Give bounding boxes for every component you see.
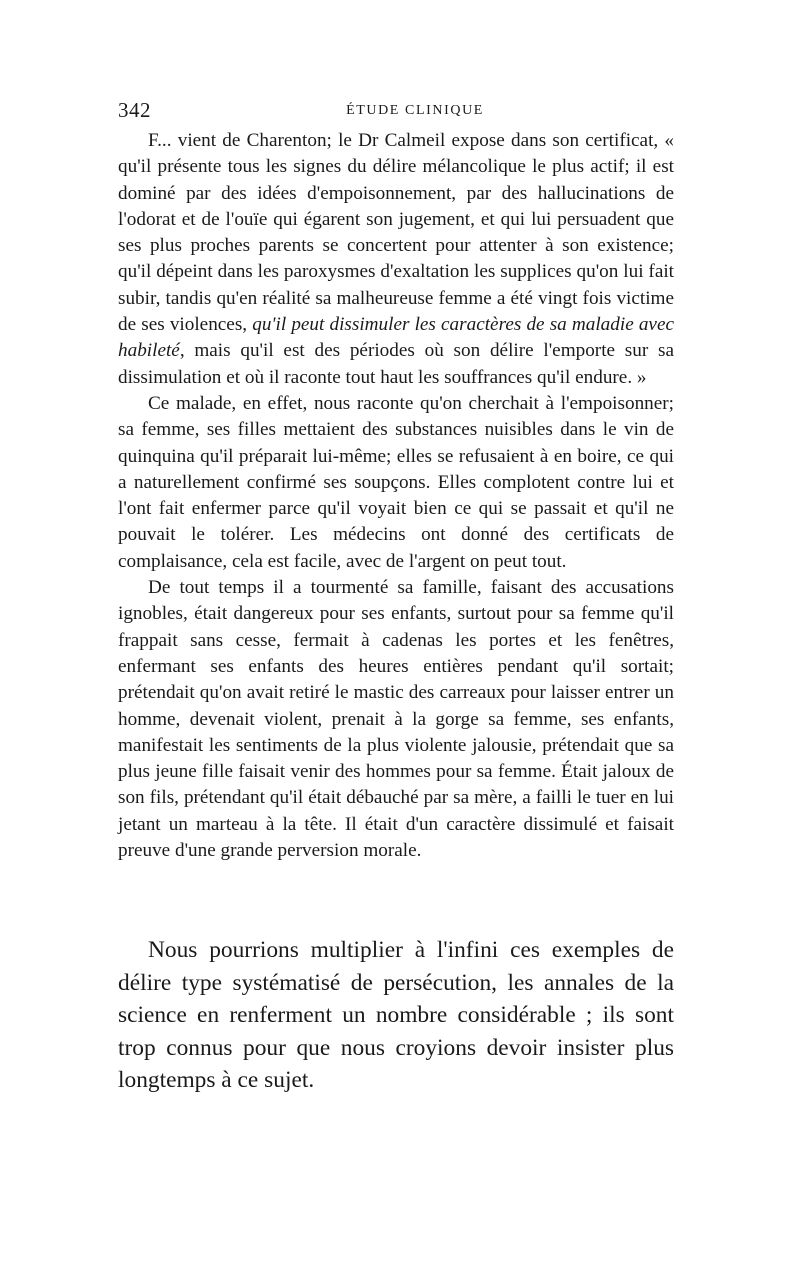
paragraph-text: F... vient de Charenton; le Dr Calmeil expose dans son certificat, « qu'il présente tous les signes du délire mélancolique le plus actif; il est dominé par des idées d'empoisonnement, par des hallucinations de l'odorat et de l'ouïe qui égarent son jugement, et qui lui persuadent que ses plus proches parents se concertent pour attenter à son existence; qu'il dépeint dans les paroxysmes d'exaltation les supplices qu'on lui fait subir, tandis qu'en réalité sa malheureuse femme a été vingt fois victime de ses violences, (118, 130, 674, 336)
page-number: 342 (118, 98, 151, 122)
paragraph-patient-account: Ce malade, en effet, nous raconte qu'on cherchait à l'empoisonner; sa femme, ses filles mettaient des substances nuisibles dans le vin de quinquina qu'il préparait lui-même; elles se refusaient à en boire, ce qui a naturellement confirmé ses soupçons. Elles complotent contre lui et l'ont fait enfermer parce qu'il voyait bien ce qui se passait et qu'il ne pouvait le tolérer. Les médecins ont donné des certificats de complaisance, cela est facile, avec de l'argent on peut tout. (118, 392, 674, 572)
paragraph-certificate (118, 128, 674, 391)
closing-paragraph: Nous pourrions multiplier à l'infini ces exemples de délire type systématisé de persécution, les annales de la science en renferment un nombre considérable ; ils sont trop connus pour que nous croyions devoir insister plus longtemps à ce sujet. (118, 937, 674, 1093)
running-head: ÉTUDE CLINIQUE (346, 103, 484, 118)
closing-block (118, 934, 674, 1097)
paragraph-text: , mais qu'il est des périodes où son délire l'emporte sur sa dissimulation et où il raconte tout haut les souffrances qu'il endure. » (118, 340, 674, 388)
body-text (118, 128, 674, 864)
italic-emphasis: qu'il peut dissimuler les caractères de sa maladie avec habileté (118, 314, 674, 362)
paragraph-family-history: De tout temps il a tourmenté sa famille, faisant des accusations ignobles, était dangereux pour ses enfants, surtout pour sa femme qu'il frappait sans cesse, fermait à cadenas les portes et les fenêtres, enfermant ses enfants des heures entières pendant qu'il sortait; prétendait qu'on avait retiré le mastic des carreaux pour laisser entrer un homme, devenait violent, prenait à la gorge sa femme, ses enfants, manifestait les sentiments de la plus violente jalousie, prétendait que sa plus jeune fille faisait venir des hommes pour sa femme. Était jaloux de son fils, prétendant qu'il était débauché par sa mère, a failli le tuer en lui jetant un marteau à la tête. Il était d'un caractère dissimulé et faisait preuve d'une grande perversion morale. (118, 577, 674, 862)
